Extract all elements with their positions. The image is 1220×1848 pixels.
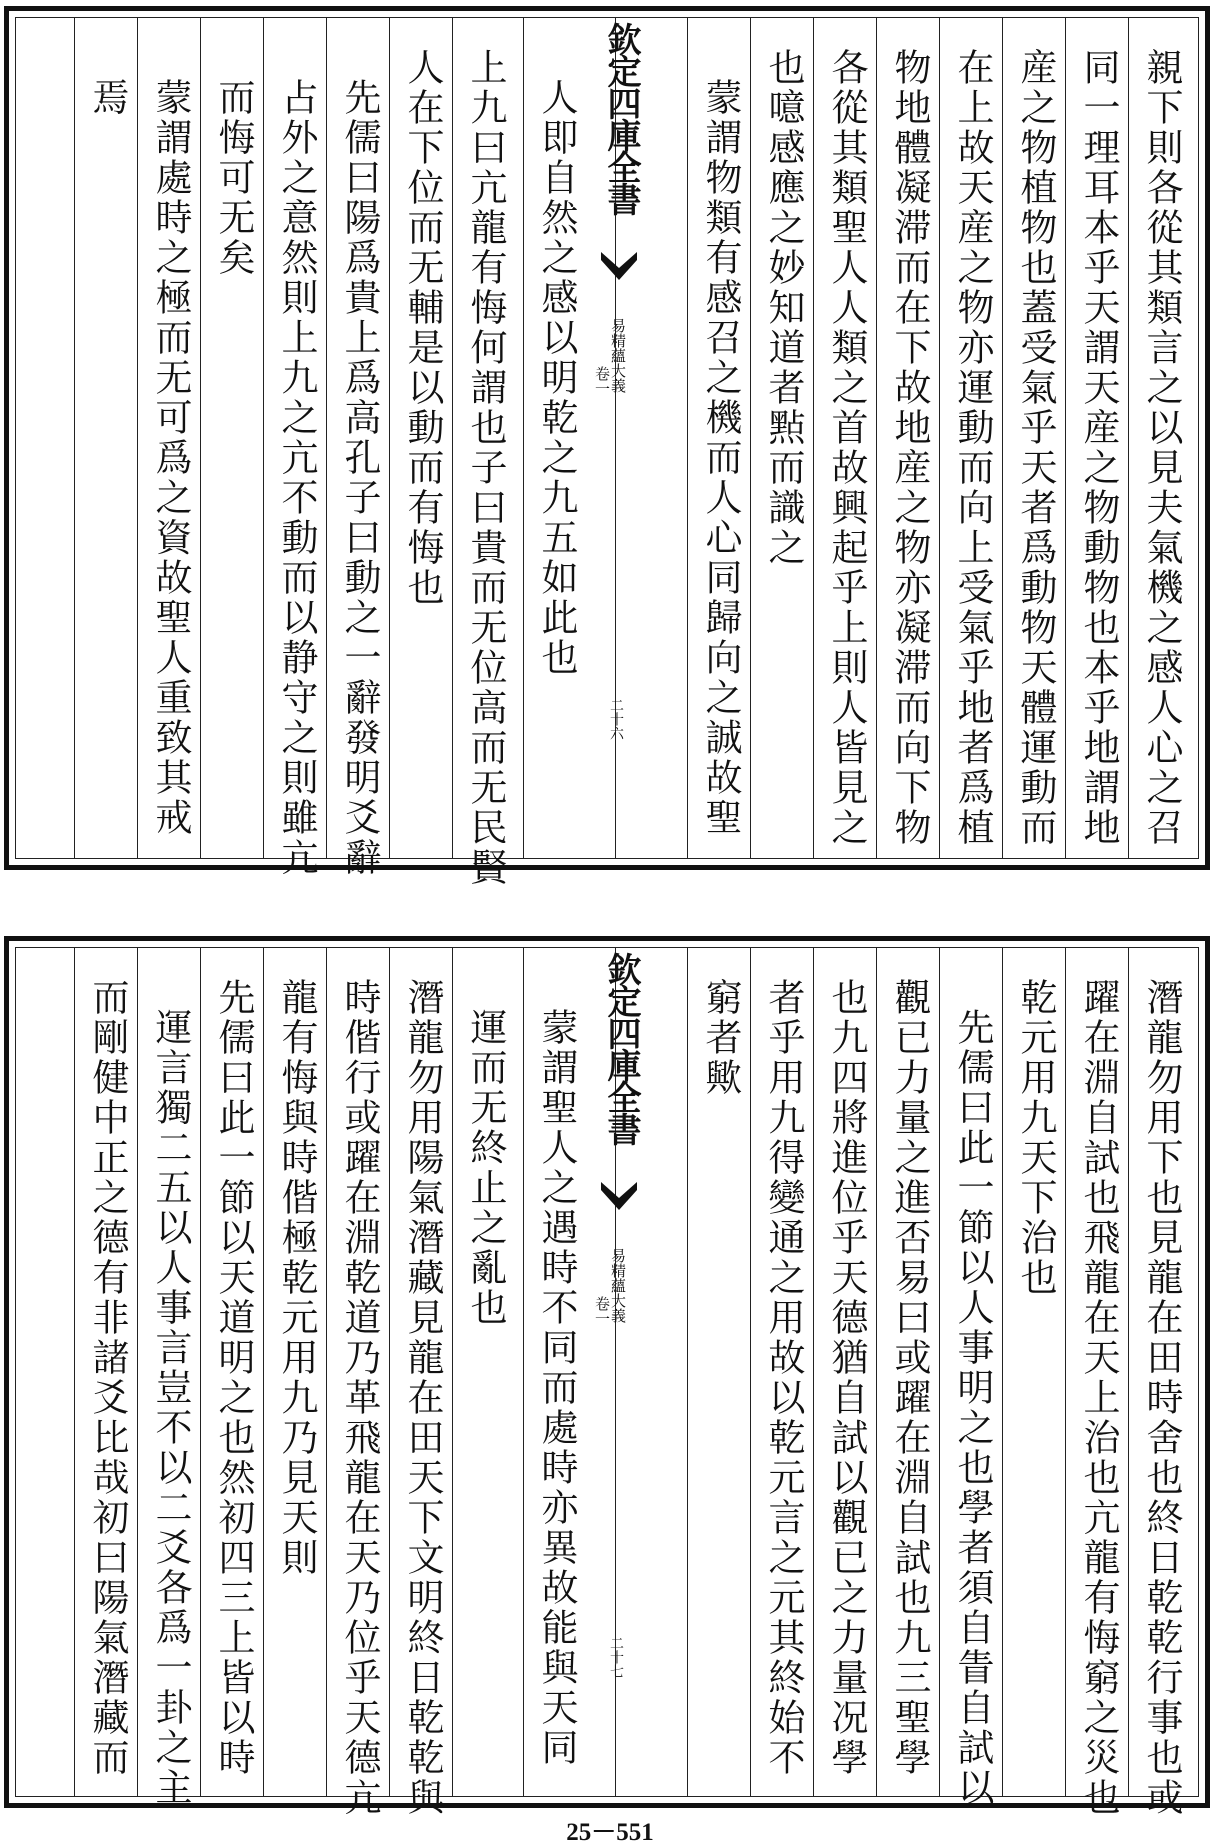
- text-column: 人在下位而无輔是以動而有悔也: [401, 48, 444, 608]
- text-column: 蒙謂處時之極而无可爲之資故聖人重致其戒: [149, 78, 192, 838]
- text-column: 也噫感應之妙知道者㸃而識之: [762, 48, 805, 568]
- text-column: 占外之意然則上九之亢不動而以静守之則雖亢: [275, 78, 318, 878]
- column-rule: [137, 948, 138, 1796]
- column-rule: [452, 948, 453, 1796]
- text-column: 焉: [86, 78, 129, 118]
- text-column: 運言獨二五以人事言豈不以二爻各爲一卦之主: [149, 1008, 192, 1808]
- fish-tail-icon: [599, 1180, 639, 1216]
- text-column: 同一理耳本乎天謂天産之物動物也本乎地謂地: [1077, 48, 1120, 848]
- column-rule: [1002, 18, 1003, 858]
- column-rule: [750, 18, 751, 858]
- text-column: 先儒曰此一節以人事明之也學者須自眚自試以: [951, 1008, 994, 1808]
- column-rule: [200, 948, 201, 1796]
- page-number: 25－551: [566, 1819, 654, 1846]
- text-column: 先儒曰陽爲貴上爲高孔子曰動之一辭發明爻辭: [338, 78, 381, 878]
- column-rule: [326, 948, 327, 1796]
- text-column: 産之物植物也蓋受氣乎天者爲動物天體運動而: [1014, 48, 1057, 848]
- column-rule: [523, 948, 524, 1796]
- bottom-page-frame: [15, 947, 1199, 1818]
- volume-label: 卷一: [593, 1296, 611, 1326]
- column-rule: [1128, 18, 1129, 858]
- text-column: 龍有悔與時偕極乾元用九乃見天則: [275, 978, 318, 1578]
- text-column: 蒙謂聖人之遇時不同而處時亦異故能與天同: [535, 1008, 578, 1768]
- column-rule: [200, 18, 201, 858]
- text-column: 運而无終止之亂也: [464, 1008, 507, 1328]
- column-rule: [939, 18, 940, 858]
- column-rule: [74, 948, 75, 1796]
- text-column: 潛龍勿用陽氣潛藏見龍在田天下文明終日乾乾與: [401, 978, 444, 1818]
- text-column: 者乎用九得變通之用故以乾元言之元其終始不: [762, 978, 805, 1778]
- column-rule: [750, 948, 751, 1796]
- text-column: 親下則各從其類言之以見夫氣機之感人心之召: [1140, 48, 1183, 848]
- text-column: 躍在淵自試也飛龍在天上治也亢龍有悔窮之災也: [1077, 978, 1120, 1818]
- leaf-page-label: 二十六: [608, 698, 624, 740]
- book-name: 易精蘊大義: [609, 1248, 627, 1323]
- column-rule: [687, 18, 688, 858]
- column-rule: [389, 948, 390, 1796]
- column-rule: [137, 18, 138, 858]
- text-column: 上九曰亢龍有悔何謂也子曰貴而无位高而无民賢: [464, 48, 507, 888]
- top-page-frame: [15, 17, 1199, 888]
- text-column: 而悔可无矣: [212, 78, 255, 278]
- column-rule: [813, 18, 814, 858]
- column-rule: [326, 18, 327, 858]
- text-column: 在上故天産之物亦運動而向上受氣乎地者爲植: [951, 48, 994, 848]
- column-rule: [1065, 948, 1066, 1796]
- text-column: 而剛健中正之德有非諸爻比哉初曰陽氣潛藏而: [86, 978, 129, 1778]
- column-rule: [939, 948, 940, 1796]
- column-rule: [687, 948, 688, 1796]
- fish-tail-icon: [599, 250, 639, 286]
- center-fold: [591, 948, 647, 1796]
- column-rule: [1128, 948, 1129, 1796]
- column-rule: [389, 18, 390, 858]
- center-fold: [591, 18, 647, 858]
- text-column: 物地體凝滞而在下故地産之物亦凝滞而向下物: [888, 48, 931, 848]
- column-rule: [1002, 948, 1003, 1796]
- column-rule: [74, 18, 75, 858]
- column-rule: [813, 948, 814, 1796]
- text-column: 各從其類聖人人類之首故興起乎上則人皆見之: [825, 48, 868, 848]
- collection-title: 欽定四庫全書: [601, 22, 641, 214]
- column-rule: [876, 948, 877, 1796]
- text-column: 乾元用九天下治也: [1014, 978, 1057, 1298]
- column-rule: [452, 18, 453, 858]
- text-column: 蒙謂物類有感召之機而人心同歸向之誠故聖: [699, 78, 742, 838]
- column-rule: [263, 18, 264, 858]
- column-rule: [1065, 18, 1066, 858]
- text-column: 人即自然之感以明乾之九五如此也: [535, 78, 578, 678]
- text-column: 窮者歟: [699, 978, 742, 1098]
- leaf-page-label: 二十七: [608, 1636, 624, 1678]
- bottom-page: [4, 936, 1210, 1818]
- collection-title: 欽定四庫全書: [601, 952, 641, 1144]
- book-name: 易精蘊大義: [609, 318, 627, 393]
- column-rule: [263, 948, 264, 1796]
- text-column: 也九四將進位乎天德猶自試以觀已之力量况學: [825, 978, 868, 1778]
- text-column: 潛龍勿用下也見龍在田時舍也終日乾乾行事也或: [1140, 978, 1183, 1818]
- volume-label: 卷一: [593, 366, 611, 396]
- text-column: 觀已力量之進否易曰或躍在淵自試也九三聖學: [888, 978, 931, 1778]
- column-rule: [523, 18, 524, 858]
- text-column: 時偕行或躍在淵乾道乃革飛龍在天乃位乎天德亢: [338, 978, 381, 1818]
- text-column: 先儒曰此一節以天道明之也然初四三上皆以時: [212, 978, 255, 1778]
- top-page: [4, 6, 1210, 888]
- column-rule: [876, 18, 877, 858]
